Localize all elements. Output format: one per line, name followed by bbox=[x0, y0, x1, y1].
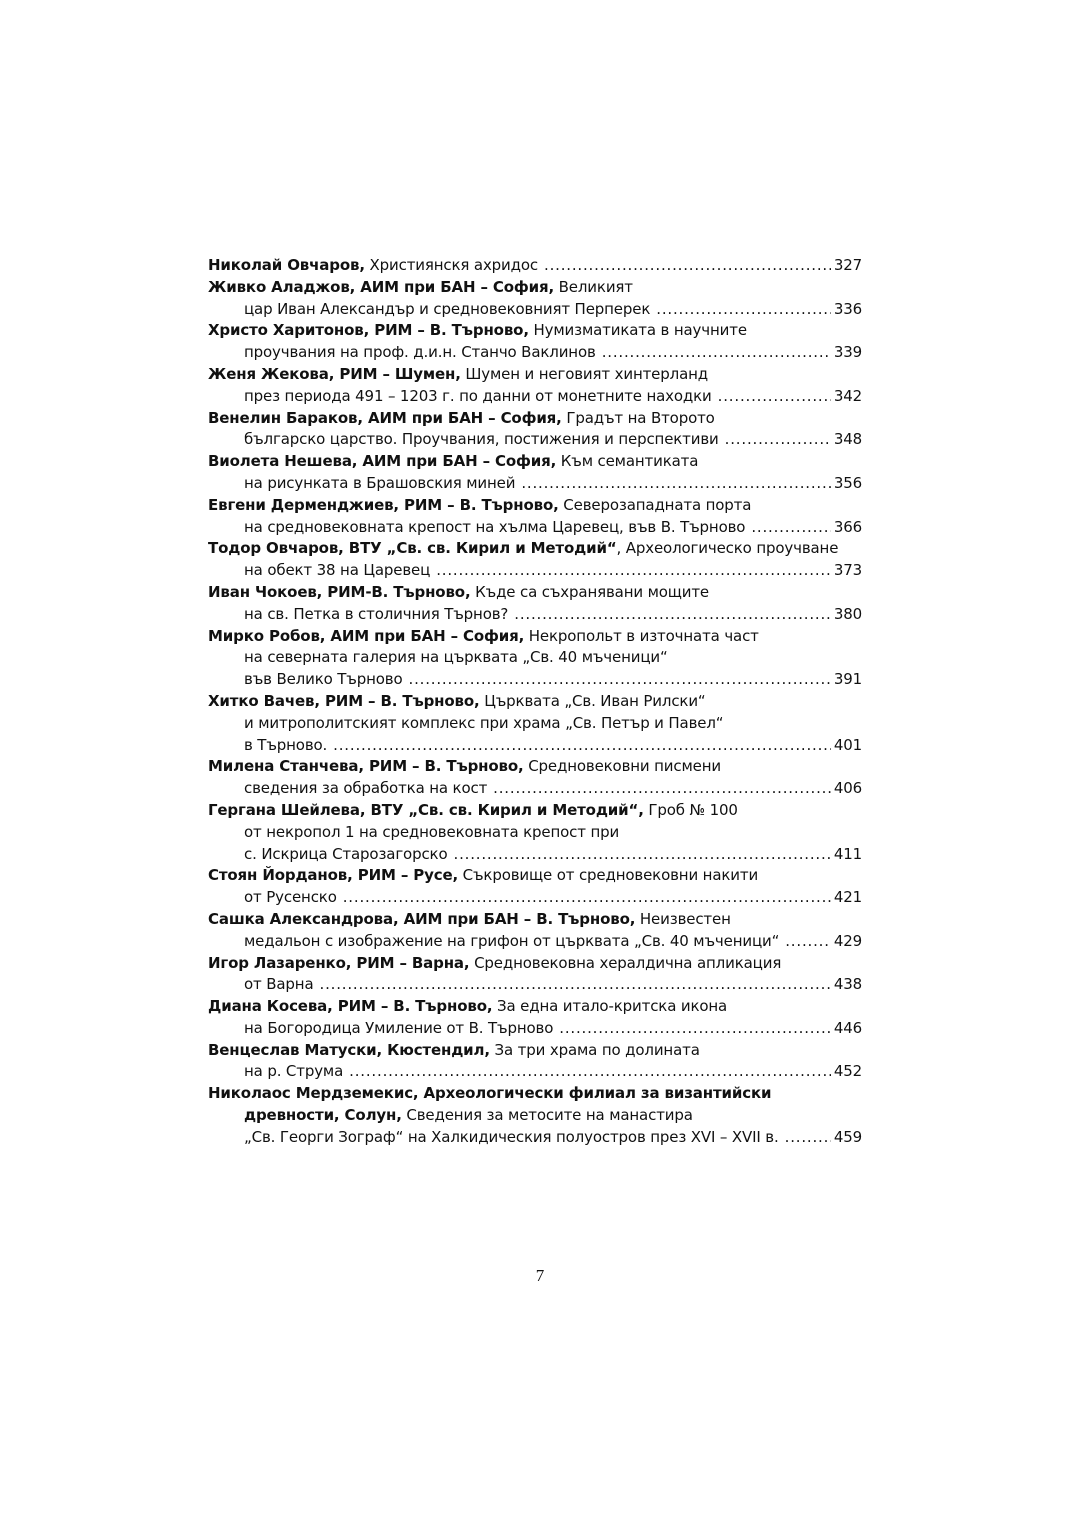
table-of-contents bbox=[208, 255, 862, 1149]
entry-author: Николаос Мердземекис, Археологически филиал за византийски bbox=[208, 1084, 772, 1103]
toc-line bbox=[208, 473, 862, 495]
entry-title-continuation: от Русенско bbox=[244, 888, 337, 907]
entry-title: Гроб № 100 bbox=[643, 800, 738, 819]
toc-line bbox=[208, 1018, 862, 1040]
entry-title-continuation: на северната галерия на църквата „Св. 40 мъченици“ bbox=[244, 648, 668, 667]
entry-title: Сведения за метосите на манастира bbox=[401, 1106, 693, 1125]
toc-line bbox=[208, 1040, 862, 1062]
toc-entry[interactable] bbox=[208, 451, 862, 495]
toc-line bbox=[208, 408, 862, 430]
entry-page-number: 373 bbox=[833, 561, 862, 580]
dot-leader bbox=[333, 735, 831, 757]
toc-line bbox=[208, 647, 862, 669]
entry-author: Николай Овчаров, bbox=[208, 256, 365, 274]
entry-title-continuation: на св. Петка в столичния Търнов? bbox=[244, 604, 509, 623]
toc-line bbox=[208, 887, 862, 909]
entry-page-number: 356 bbox=[833, 473, 862, 492]
toc-line bbox=[208, 800, 862, 822]
toc-entry[interactable] bbox=[208, 1040, 862, 1084]
toc-line bbox=[208, 386, 862, 408]
dot-leader bbox=[343, 887, 831, 909]
dot-leader bbox=[514, 604, 831, 626]
page-number: 7 bbox=[535, 1266, 545, 1285]
toc-line bbox=[208, 582, 862, 604]
entry-author: Христо Харитонов, РИМ – В. Търново, bbox=[208, 321, 529, 340]
entry-title: За една итало-критска икона bbox=[492, 997, 728, 1016]
entry-title: Северозападната порта bbox=[558, 495, 752, 514]
toc-entry[interactable] bbox=[208, 538, 862, 582]
entry-title: Нумизматиката в научните bbox=[528, 321, 747, 340]
entry-title: Шумен и неговият хинтерланд bbox=[460, 364, 708, 383]
toc-line bbox=[208, 1083, 862, 1105]
dot-leader bbox=[785, 931, 831, 953]
entry-author: Венцеслав Матуски, Кюстендил, bbox=[208, 1040, 490, 1059]
toc-line bbox=[208, 1105, 862, 1127]
entry-title-continuation: на обект 38 на Царевец bbox=[244, 561, 431, 580]
entry-author: Тодор Овчаров, ВТУ „Св. св. Кирил и Методий“ bbox=[208, 539, 617, 558]
entry-author: Игор Лазаренко, РИМ – Варна, bbox=[208, 953, 470, 972]
dot-leader bbox=[656, 299, 831, 321]
toc-line bbox=[208, 495, 862, 517]
entry-page-number: 366 bbox=[833, 517, 862, 536]
entry-page-number: 446 bbox=[833, 1018, 862, 1037]
entry-author: Сашка Александрова, АИМ при БАН – В. Търново, bbox=[208, 909, 636, 928]
entry-title: Великият bbox=[554, 277, 633, 296]
toc-line bbox=[208, 342, 862, 364]
toc-line bbox=[208, 996, 862, 1018]
entry-author: Иван Чокоев, РИМ-В. Търново, bbox=[208, 582, 471, 601]
entry-author: Виолета Нешева, АИМ при БАН – София, bbox=[208, 452, 557, 471]
toc-line bbox=[208, 735, 862, 757]
toc-line bbox=[208, 669, 862, 691]
toc-line bbox=[208, 953, 862, 975]
entry-title-continuation: от некропол 1 на средновековната крепост при bbox=[244, 822, 620, 841]
toc-entry[interactable] bbox=[208, 495, 862, 539]
toc-line bbox=[208, 691, 862, 713]
dot-leader bbox=[559, 1018, 831, 1040]
entry-title: Средновековна хералдична апликация bbox=[469, 953, 782, 972]
entry-page-number: 380 bbox=[833, 604, 862, 623]
entry-author: Венелин Бараков, АИМ при БАН – София, bbox=[208, 408, 562, 427]
entry-title-continuation: на рисунката в Брашовския миней bbox=[244, 473, 516, 492]
entry-title: Към семантиката bbox=[556, 452, 699, 471]
entry-title: Църквата „Св. Иван Рилски“ bbox=[479, 691, 706, 710]
toc-entry[interactable] bbox=[208, 408, 862, 452]
entry-author: Живко Аладжов, АИМ при БАН – София, bbox=[208, 277, 555, 296]
entry-title: Съкровище от средновековни накити bbox=[458, 866, 759, 885]
entry-title-continuation: на Богородица Умиление от В. Търново bbox=[244, 1018, 554, 1037]
toc-line bbox=[208, 974, 862, 996]
toc-line bbox=[208, 299, 862, 321]
toc-entry[interactable] bbox=[208, 364, 862, 408]
entry-page-number: 429 bbox=[833, 931, 862, 950]
toc-line bbox=[208, 756, 862, 778]
toc-line bbox=[208, 931, 862, 953]
dot-leader bbox=[493, 778, 831, 800]
entry-page-number: 391 bbox=[833, 670, 862, 689]
toc-entry[interactable] bbox=[208, 626, 862, 691]
entry-author: Милена Станчева, РИМ – В. Търново, bbox=[208, 757, 524, 776]
entry-title-continuation: във Велико Търново bbox=[244, 670, 403, 689]
entry-title: Къде са съхранявани мощите bbox=[470, 582, 710, 601]
dot-leader bbox=[725, 429, 831, 451]
toc-entry[interactable] bbox=[208, 865, 862, 909]
toc-entry[interactable] bbox=[208, 320, 862, 364]
toc-line bbox=[208, 604, 862, 626]
entry-title-continuation: сведения за обработка на кост bbox=[244, 779, 488, 798]
entry-author: Мирко Робов, АИМ при БАН – София, bbox=[208, 626, 525, 645]
toc-entry[interactable] bbox=[208, 756, 862, 800]
entry-title-continuation: през периода 491 – 1203 г. по данни от монетните находки bbox=[244, 386, 712, 405]
toc-line bbox=[208, 844, 862, 866]
toc-line bbox=[208, 909, 862, 931]
toc-line bbox=[208, 538, 862, 560]
entry-title: Некропольт в източната част bbox=[524, 626, 759, 645]
dot-leader bbox=[521, 473, 830, 495]
toc-line bbox=[208, 626, 862, 648]
entry-title: Градът на Второто bbox=[561, 408, 715, 427]
entry-page-number: 452 bbox=[833, 1062, 862, 1081]
dot-leader bbox=[320, 974, 831, 996]
entry-title-continuation: на р. Струма bbox=[244, 1062, 344, 1081]
entry-title-continuation: на средновековната крепост на хълма Царевец, във В. Търново bbox=[244, 517, 746, 536]
entry-title-continuation: българско царство. Проучвания, постижения и перспективи bbox=[244, 430, 719, 449]
entry-title-continuation: цар Иван Александър и средновековният Перперек bbox=[244, 299, 651, 318]
toc-line bbox=[208, 822, 862, 844]
toc-line bbox=[208, 865, 862, 887]
entry-page-number: 438 bbox=[833, 975, 862, 994]
entry-page-number: 348 bbox=[833, 430, 862, 449]
toc-line bbox=[208, 451, 862, 473]
toc-entry[interactable] bbox=[208, 996, 862, 1040]
entry-page-number: 406 bbox=[833, 779, 862, 798]
entry-page-number: 327 bbox=[833, 256, 862, 274]
toc-entry[interactable] bbox=[208, 255, 862, 277]
entry-title-continuation: медальон с изображение на грифон от църквата „Св. 40 мъченици“ bbox=[244, 931, 780, 950]
dot-leader bbox=[436, 560, 831, 582]
entry-author: Стоян Йорданов, РИМ – Русе, bbox=[208, 866, 459, 885]
entry-page-number: 421 bbox=[833, 888, 862, 907]
toc-entry[interactable] bbox=[208, 277, 862, 321]
toc-line bbox=[208, 1127, 862, 1149]
entry-author: Гергана Шейлева, ВТУ „Св. св. Кирил и Методий“, bbox=[208, 800, 644, 819]
entry-page-number: 342 bbox=[833, 386, 862, 405]
entry-author: Евгени Дерменджиев, РИМ – В. Търново, bbox=[208, 495, 559, 514]
entry-author: Диана Косева, РИМ – В. Търново, bbox=[208, 997, 493, 1016]
entry-title-continuation: проучвания на проф. д.и.н. Станчо Ваклинов bbox=[244, 343, 596, 362]
toc-line bbox=[208, 778, 862, 800]
toc-line bbox=[208, 320, 862, 342]
entry-page-number: 336 bbox=[833, 299, 862, 318]
entry-title-continuation: „Св. Георги Зограф“ на Халкидическия полуостров през XVI – XVII в. bbox=[244, 1127, 779, 1146]
entry-author: Женя Жекова, РИМ – Шумен, bbox=[208, 364, 461, 383]
toc-entry[interactable] bbox=[208, 691, 862, 756]
toc-line bbox=[208, 364, 862, 386]
toc-line bbox=[208, 429, 862, 451]
dot-leader bbox=[409, 669, 831, 691]
entry-title: , Археологическо проучване bbox=[616, 539, 839, 558]
entry-author: Хитко Вачев, РИМ – В. Търново, bbox=[208, 691, 480, 710]
dot-leader bbox=[718, 386, 831, 408]
entry-page-number: 339 bbox=[833, 343, 862, 362]
toc-line bbox=[208, 1061, 862, 1083]
dot-leader bbox=[544, 255, 831, 277]
dot-leader bbox=[349, 1061, 831, 1083]
entry-page-number: 401 bbox=[833, 735, 862, 754]
toc-entry[interactable] bbox=[208, 800, 862, 865]
entry-title-continuation: и митрополитският комплекс при храма „Св. Петър и Павел“ bbox=[244, 713, 724, 732]
toc-line bbox=[208, 277, 862, 299]
entry-page-number: 411 bbox=[833, 844, 862, 863]
entry-title-continuation: с. Искрица Старозагорско bbox=[244, 844, 448, 863]
dot-leader bbox=[785, 1127, 831, 1149]
toc-line bbox=[208, 560, 862, 582]
entry-title-continuation: от Варна bbox=[244, 975, 314, 994]
entry-title-continuation: в Търново. bbox=[244, 735, 328, 754]
toc-line bbox=[208, 255, 862, 277]
toc-entry[interactable] bbox=[208, 582, 862, 626]
toc-entry[interactable] bbox=[208, 909, 862, 953]
toc-line bbox=[208, 517, 862, 539]
entry-title: Неизвестен bbox=[635, 909, 731, 928]
dot-leader bbox=[602, 342, 831, 364]
toc-line bbox=[208, 713, 862, 735]
entry-page-number: 459 bbox=[833, 1127, 862, 1146]
entry-title: За три храма по долината bbox=[489, 1040, 700, 1059]
dot-leader bbox=[454, 844, 831, 866]
entry-author-continuation: древности, Солун, bbox=[244, 1106, 402, 1125]
toc-entry[interactable] bbox=[208, 1083, 862, 1148]
entry-title: Християнскя ахридос bbox=[364, 256, 539, 274]
dot-leader bbox=[751, 517, 830, 539]
entry-title: Средновековни писмени bbox=[523, 757, 721, 776]
toc-entry[interactable] bbox=[208, 953, 862, 997]
